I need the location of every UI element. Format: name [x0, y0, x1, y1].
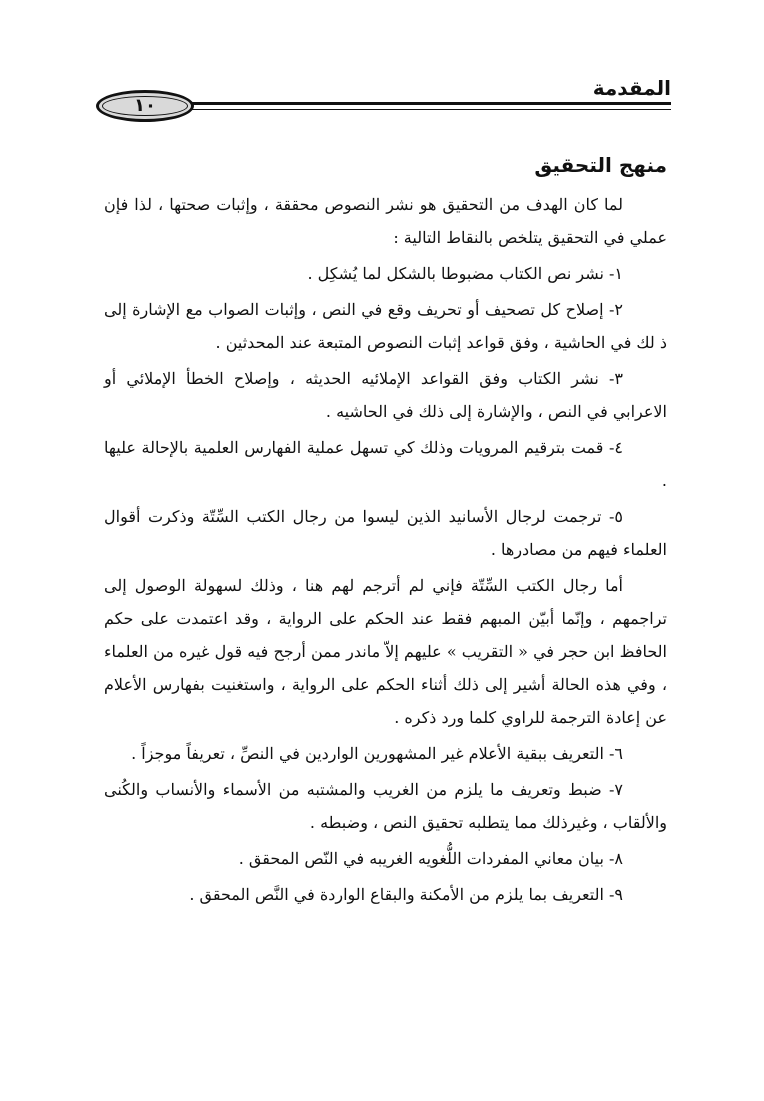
page-header — [96, 78, 671, 128]
page-number: ١٠ — [134, 95, 156, 116]
section-heading: منهج التحقيق — [534, 153, 667, 177]
list-item-3: ٣- نشر الكتاب وفق القواعد الإملائيه الحديثه ، وإصلاح الخطأ الإملائي أو الاعرابي في النص ، والإشارة إلى ذلك في الحاشيه . — [104, 369, 667, 421]
page-number-badge — [96, 90, 194, 122]
paragraph-six-books-note: أما رجال الكتب السِّتّة فإني لم أترجم لهم هنا ، وذلك لسهولة الوصول إلى تراجمهم ، وإنّما أبيّن المبهم فقط عند الحكم على الرواية ، وقد اعتمدت على حكم الحافظ ابن حجر في « التقريب » عليهم إلاّ ماندر ممن أرجح فيه قول غيره من العلماء ، وفي هذه الحالة أشير إلى ذلك أثناء الحكم على الرواية ، واستغنيت بفهارس الأعلام عن إعادة الترجمة للراوي كلما ورد ذكره . — [104, 576, 667, 727]
paragraph-intro: لما كان الهدف من التحقيق هو نشر النصوص محققة ، وإثبات صحتها ، لذا فإن عملي في التحقيق يتلخص بالنقاط التالية : — [104, 195, 667, 247]
list-item-2: ٢- إصلاح كل تصحيف أو تحريف وقع في النص ، وإثبات الصواب مع الإشارة إلى ذ لك في الحاشية ، وفق قواعد إثبات النصوص المتبعة عند المحدثين . — [104, 300, 667, 352]
header-rule-thin — [176, 109, 671, 110]
list-item-6: ٦- التعريف ببقية الأعلام غير المشهورين الواردين في النصِّ ، تعريفاً موجزاً . — [131, 744, 623, 763]
list-item-1: ١- نشر نص الكتاب مضبوطا بالشكل لما يُشكِل . — [307, 264, 623, 283]
header-rule — [176, 102, 671, 105]
section-title: المقدمة — [592, 76, 671, 100]
list-item-4: ٤- قمت بترقيم المرويات وذلك كي تسهل عملية الفهارس العلمية بالإحالة عليها . — [104, 438, 667, 490]
list-item-7: ٧- ضبط وتعريف ما يلزم من الغريب والمشتبه من الأسماء والأنساب والكُنى والألقاب ، وغيرذلك مما يتطلبه تحقيق النص ، وضبطه . — [104, 780, 667, 832]
page-body — [104, 150, 667, 914]
list-item-8: ٨- بيان معاني المفردات اللُّغويه الغريبه في النّص المحقق . — [238, 849, 623, 868]
list-item-9: ٩- التعريف بما يلزم من الأمكنة والبقاع الواردة في النَّص المحقق . — [189, 885, 623, 904]
list-item-5: ٥- ترجمت لرجال الأسانيد الذين ليسوا من رجال الكتب السِّتّة وذكرت أقوال العلماء فيهم من مصادرها . — [104, 507, 667, 559]
